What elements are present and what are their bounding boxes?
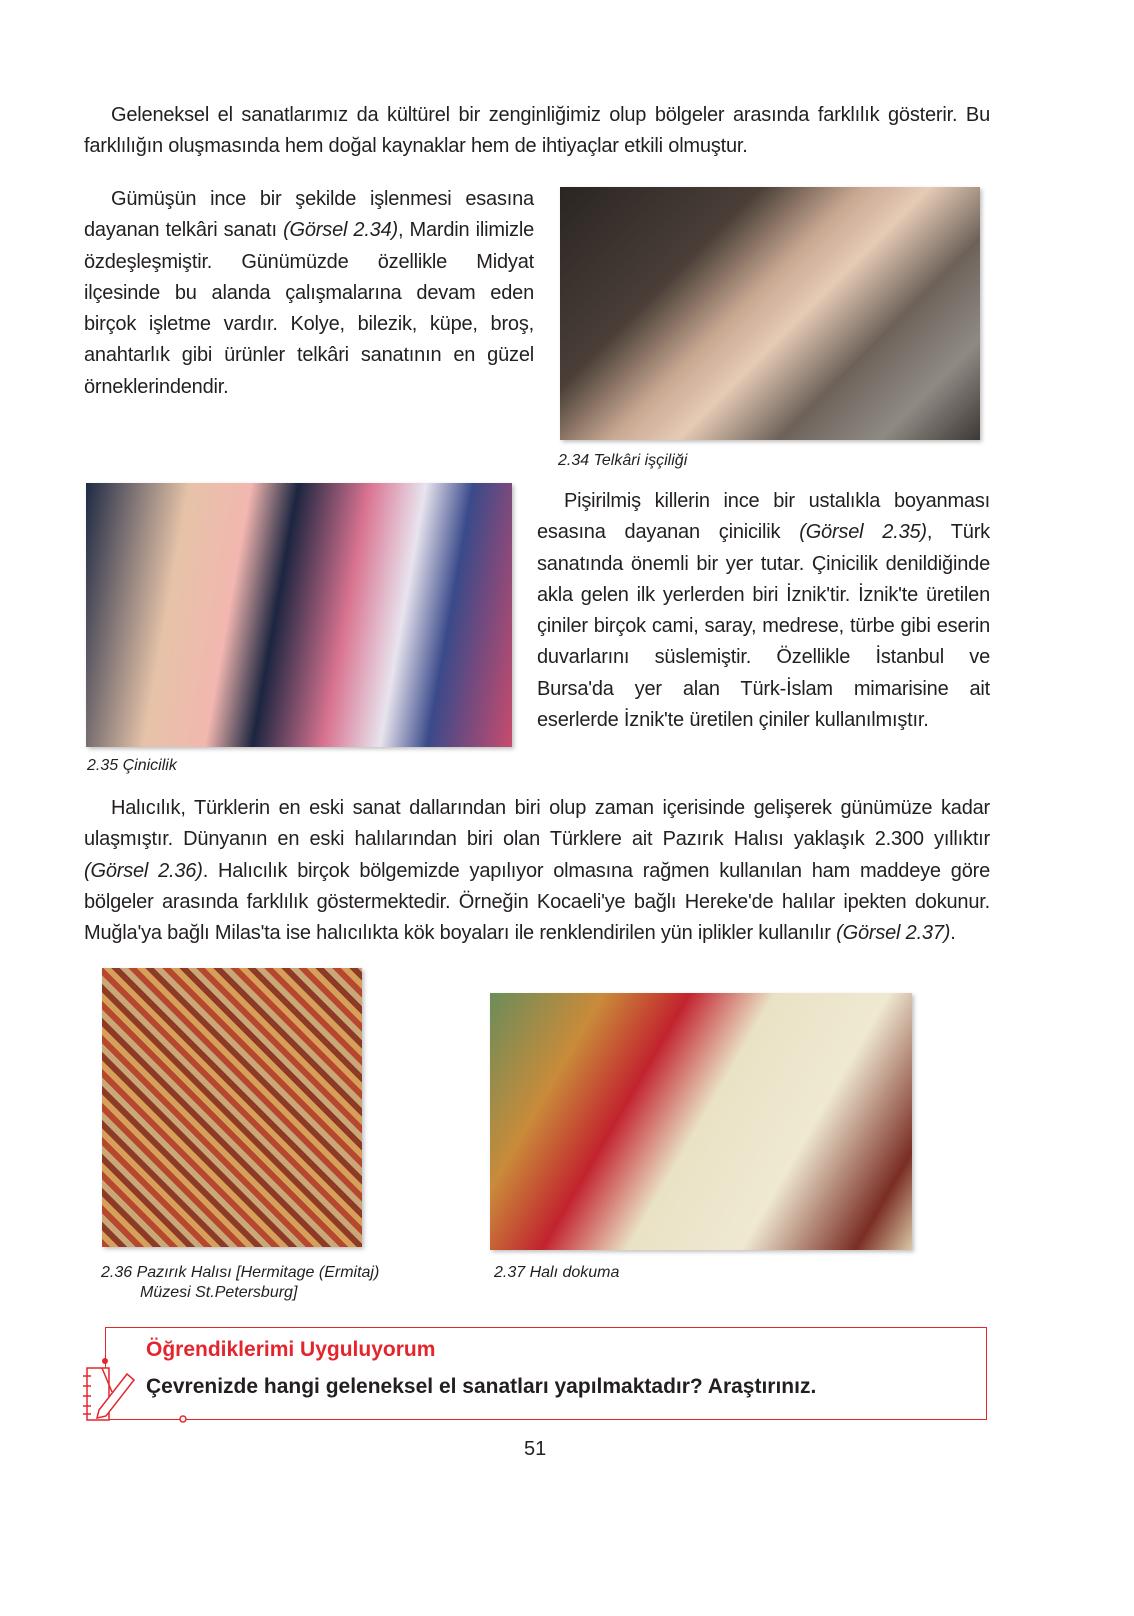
paragraph-text: Gümüşün ince bir şekilde işlenmesi esasına dayanan telkâri sanatı	[84, 188, 534, 242]
paragraph-intro	[84, 100, 990, 163]
paragraph-cinicilik	[537, 486, 990, 736]
caption-2-35: 2.35 Çinicilik	[87, 757, 177, 774]
caption-line: 2.36 Pazırık Halısı [Hermitage (Ermitaj)	[101, 1264, 380, 1281]
figure-reference: (Görsel 2.36)	[84, 859, 203, 882]
activity-title: Öğrendiklerimi Uyguluyorum	[146, 1338, 436, 1361]
paragraph-telkari	[84, 184, 534, 403]
paragraph-text: . Halıcılık birçok bölgemizde yapılıyor olmasına rağmen kullanılan ham maddeye göre bölgeler arasında farklılık göstermektedir. Örneğin Kocaeli'ye bağlı Hereke'de halılar ipekten dokunur. Muğla'ya bağlı Milas'ta ise halıcılıkta kök boyaları ile renklendirilen yün iplikler kullanılır	[84, 859, 990, 945]
telkari-photo	[560, 187, 980, 440]
paragraph-text: , Türk sanatında önemli bir yer tutar. Çinicilik denildiğinde akla gelen ilk yerlerden biri İznik'tir. İznik'te üretilen çiniler birçok cami, saray, medrese, türbe gibi eserin duvarlarını süslemiştir. Özellikle İstanbul ve Bursa'da yer alan Türk-İslam mimarisine ait eserlerde İznik'te üretilen çiniler kullanılmıştır.	[537, 521, 990, 732]
figure-reference: (Görsel 2.35)	[799, 521, 927, 544]
figure-reference: (Görsel 2.37)	[836, 922, 951, 945]
figure-reference: (Görsel 2.34)	[283, 219, 398, 242]
caption-2-34: 2.34 Telkâri işçiliği	[558, 452, 688, 469]
paragraph-text: Geleneksel el sanatlarımız da kültürel bir zenginliğimiz olup bölgeler arasında farklılık gösterir. Bu farklılığın oluşmasında hem doğal kaynaklar hem de ihtiyaçlar etkili olmuştur.	[84, 104, 990, 158]
paragraph-text: , Mardin ilimizle özdeşleşmiştir. Günümüzde özellikle Midyat ilçesinde bu alanda çalışmalarına devam eden birçok işletme vardır. Kolye, bilezik, küpe, broş, anahtarlık gibi ürünler telkâri sanatının en güzel örneklerindendir.	[84, 219, 535, 398]
page-number: 51	[524, 1438, 547, 1460]
caption-line: Müzesi St.Petersburg]	[140, 1284, 298, 1301]
caption-2-36	[101, 1263, 379, 1303]
pazirik-carpet-photo	[102, 968, 362, 1247]
activity-question: Çevrenizde hangi geleneksel el sanatları yapılmaktadır? Araştırınız.	[146, 1375, 817, 1398]
cinicilik-photo	[86, 483, 512, 747]
carpet-weaving-photo	[490, 993, 912, 1250]
pencil-notebook-icon	[82, 1358, 140, 1424]
paragraph-text: Halıcılık, Türklerin en eski sanat dallarından biri olup zaman içerisinde gelişerek günümüze kadar ulaşmıştır. Dünyanın en eski halılarından biri olan Türklere ait Pazırık Halısı yaklaşık 2.300 yıllıktır	[84, 797, 990, 851]
box-corner-dot-icon	[178, 1414, 188, 1424]
caption-2-37: 2.37 Halı dokuma	[494, 1264, 620, 1281]
paragraph-text: .	[950, 922, 956, 945]
paragraph-text: Pişirilmiş killerin ince bir ustalıkla boyanması esasına dayanan çinicilik	[537, 490, 990, 544]
paragraph-halicilik	[84, 793, 990, 949]
